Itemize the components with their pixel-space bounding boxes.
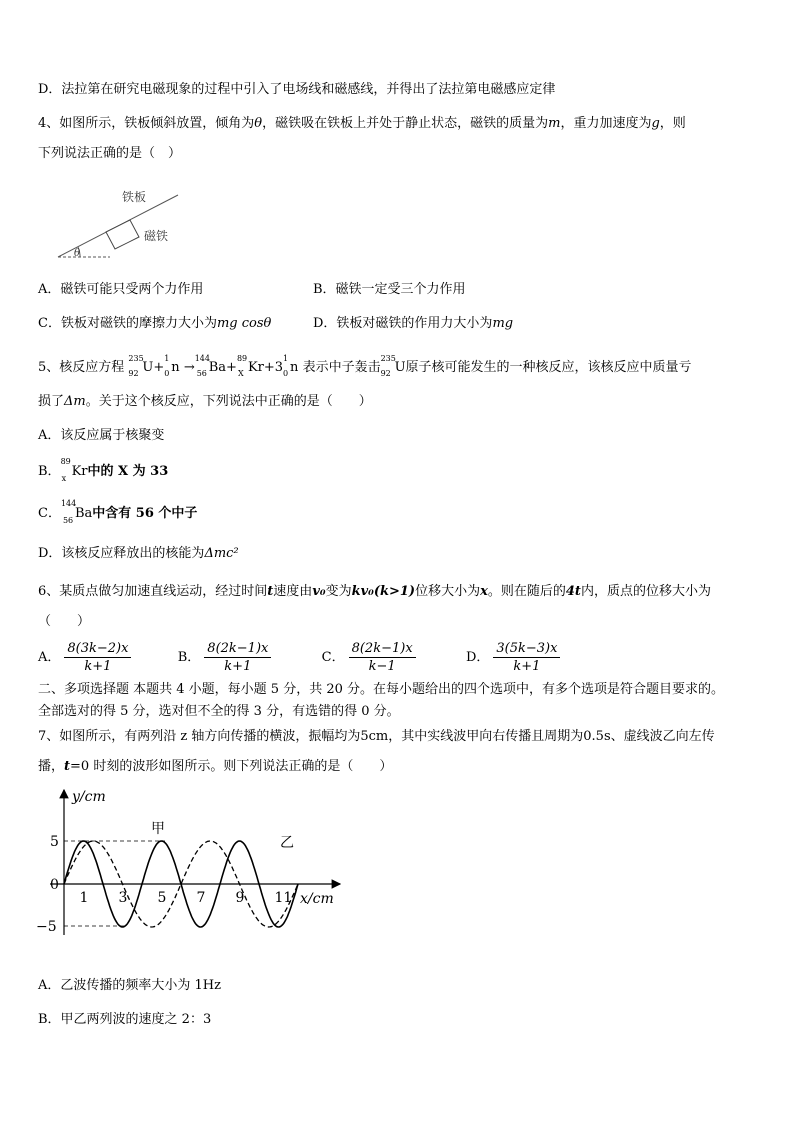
q4-option-d: D．铁板对磁铁的作用力大小为mg [313,316,514,331]
x-tick-11: 11 [274,890,293,906]
q6-options [38,638,564,678]
q6-stem-line2: （ ） [38,614,91,629]
q6-stem-line1: 6、某质点做匀加速直线运动，经过时间t速度由v₀变为kv₀(k>1)位移大小为x。则在随后的4t内，质点的位移大小为 [38,584,711,599]
nuclide-n2: 1 0 n [283,354,299,378]
x-tick-7: 7 [196,890,206,906]
q4-option-b: B．磁铁一定受三个力作用 [313,282,466,297]
x-tick-9: 9 [235,890,245,906]
label-magnet: 磁铁 [144,229,169,243]
y-tick-5: 5 [50,834,59,850]
q7-stem-line2: 播，t=0 时刻的波形如图所示。则下列说法正确的是（ ） [38,759,393,774]
nuclide-ba144-option: 144 56 Ba [60,499,93,525]
q4-stem-line1: 4、如图所示，铁板倾斜放置，倾角为θ，磁铁吸在铁板上并处于静止状态，磁铁的质量为m，重力加速度为g，则 [38,116,686,131]
q4-incline-figure [50,185,190,265]
origin-label: 0 [50,877,59,893]
x-tick-3: 3 [118,890,128,906]
q4-stem-line2: 下列说法正确的是（ ） [38,146,182,161]
nuclide-u235-b: 235 92 U [380,354,406,378]
nuclide-ba144: 144 56 Ba [194,354,227,378]
label-angle: θ [74,248,81,259]
q7-option-a: A．乙波传播的频率大小为 1Hz [38,978,221,993]
label-yi: 乙 [280,835,294,851]
q6-option-c: C． $\frac{8(2k-1)x}{k-1}$ [322,650,420,665]
q5-option-b: B． 89 x Kr中的 X 为 33 [38,457,169,483]
q7-stem-line1: 7、如图所示，有两列沿 z 轴方向传播的横波，振幅均为5cm，其中实线波甲向右传播且周期为0.5s、虚线波乙向左传 [38,729,715,744]
q4-option-c: C．铁板对磁铁的摩擦力大小为mg cosθ [38,316,272,331]
q6-option-a: A． $\frac{8(3k-2)x}{k+1}$ [38,650,135,665]
label-jia: 甲 [151,821,165,837]
x-axis-label: x/cm [300,891,334,907]
q5-stem-line2: 损了Δm。关于这个核反应，下列说法中正确的是（ ） [38,394,372,409]
q4-option-a: A．磁铁可能只受两个力作用 [38,282,204,297]
q5-stem-line1: 5、核反应方程 235 92 U+ 1 0 n → 144 56 Ba+ 89 X Kr+3 1 0 n 表示中子轰击 235 92 U原子核可能发生的一种核反应，该核反应中质量亏 [38,354,692,378]
q6-option-d: D． $\frac{3(5k-3)x}{k+1}$ [466,650,565,665]
x-tick-5: 5 [157,890,167,906]
x-tick-1: 1 [79,890,89,906]
section2-line1: 二、多项选择题 本题共 4 小题，每小题 5 分，共 20 分。在每小题给出的四个选项中，有多个选项是符合题目要求的。 [38,682,725,697]
nuclide-n: 1 0 n [164,354,180,378]
q5-option-c: C． 144 56 Ba中含有 56 个中子 [38,499,198,525]
nuclide-u235: 235 92 U [128,354,154,378]
label-plate: 铁板 [122,190,147,204]
nuclide-kr89: 89 X Kr [236,354,264,378]
q5-option-a: A．该反应属于核聚变 [38,428,165,443]
y-axis-label: y/cm [72,789,106,805]
q7-wave-graph [30,785,360,950]
q5-option-d: D．该核反应释放出的核能为Δmc² [38,546,239,561]
magnet-block [106,220,139,249]
q7-option-b: B．甲乙两列波的速度之 2：3 [38,1012,212,1027]
section2-line2: 全部选对的得 5 分，选对但不全的得 3 分，有选错的得 0 分。 [38,704,400,719]
prev-option-d: D．法拉第在研究电磁现象的过程中引入了电场线和磁感线，并得出了法拉第电磁感应定律 [38,82,556,97]
q6-option-b: B． $\frac{8(2k-1)x}{k+1}$ [178,650,276,665]
nuclide-kr89-option: 89 x Kr [60,457,88,483]
y-tick-neg5: −5 [36,919,57,935]
